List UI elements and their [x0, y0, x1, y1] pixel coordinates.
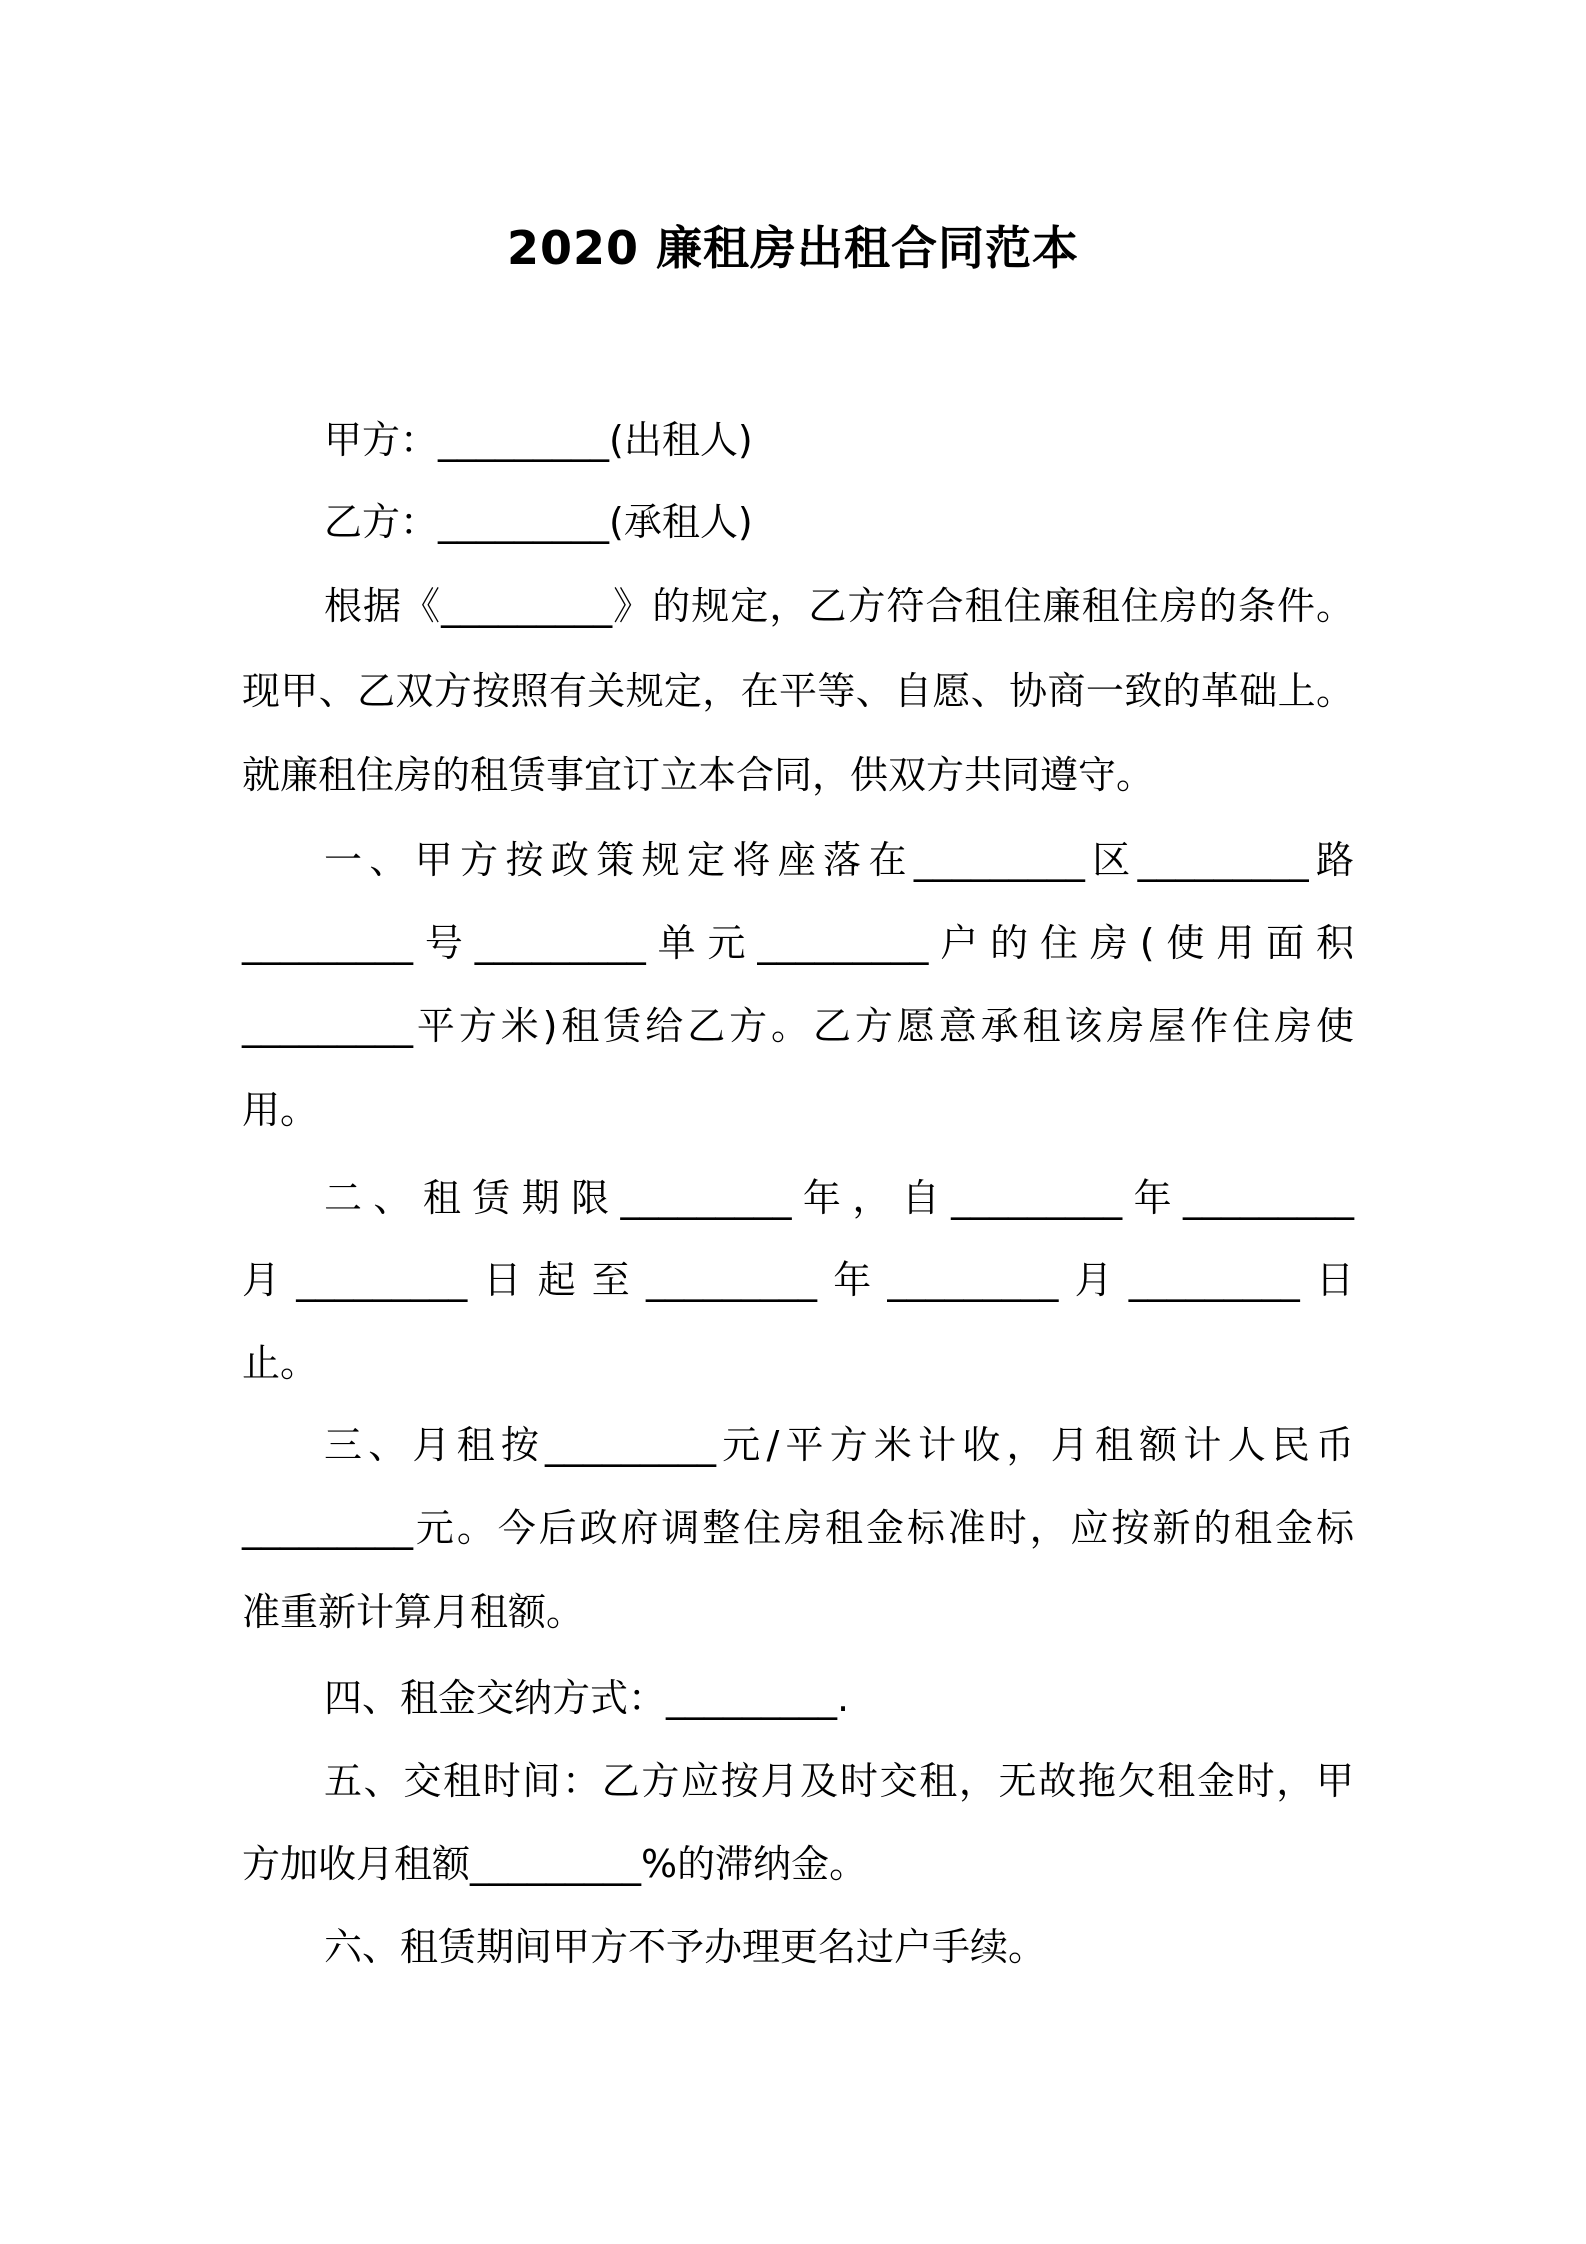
clause-2-line-3: 止。 [242, 1341, 319, 1385]
clause-3-line-1: 三、月租按_________元/平方米计收，月租额计人民币 [324, 1423, 1354, 1467]
clause-3-line-3: 准重新计算月租额。 [242, 1590, 585, 1634]
preamble-line-3: 就廉租住房的租赁事宜订立本合同，供双方共同遵守。 [242, 753, 1155, 797]
clause-1-line-3: _________平方米)租赁给乙方。乙方愿意承租该房屋作住房使 [242, 1004, 1354, 1048]
clause-1-line-1: 一、甲方按政策规定将座落在_________区_________路 [324, 838, 1354, 882]
clause-6-line: 六、租赁期间甲方不予办理更名过户手续。 [324, 1925, 1047, 1969]
clause-2-line-1: 二、租赁期限_________年，自_________年_________ [324, 1176, 1354, 1220]
preamble-line-1: 根据《_________》的规定，乙方符合租住廉租住房的条件。 [324, 584, 1354, 628]
clause-1-line-4: 用。 [242, 1088, 319, 1132]
clause-3-line-2: _________元。今后政府调整住房租金标准时，应按新的租金标 [242, 1506, 1354, 1550]
clause-2-line-2: 月_________日起至_________年_________月_________日 [242, 1258, 1354, 1302]
document-title: 2020 廉租房出租合同范本 [506, 221, 1080, 275]
party-a-line: 甲方：_________(出租人) [324, 418, 753, 462]
clause-4-line: 四、租金交纳方式：_________. [324, 1676, 850, 1720]
clause-5-line-1: 五、交租时间：乙方应按月及时交租，无故拖欠租金时，甲 [324, 1759, 1354, 1803]
clause-5-line-2: 方加收月租额_________%的滞纳金。 [242, 1842, 868, 1886]
preamble-line-2: 现甲、乙双方按照有关规定，在平等、自愿、协商一致的革础上。 [242, 669, 1354, 713]
party-b-line: 乙方：_________(承租人) [324, 500, 753, 544]
clause-1-line-2: _________号_________单元_________户的住房(使用面积 [242, 921, 1354, 965]
